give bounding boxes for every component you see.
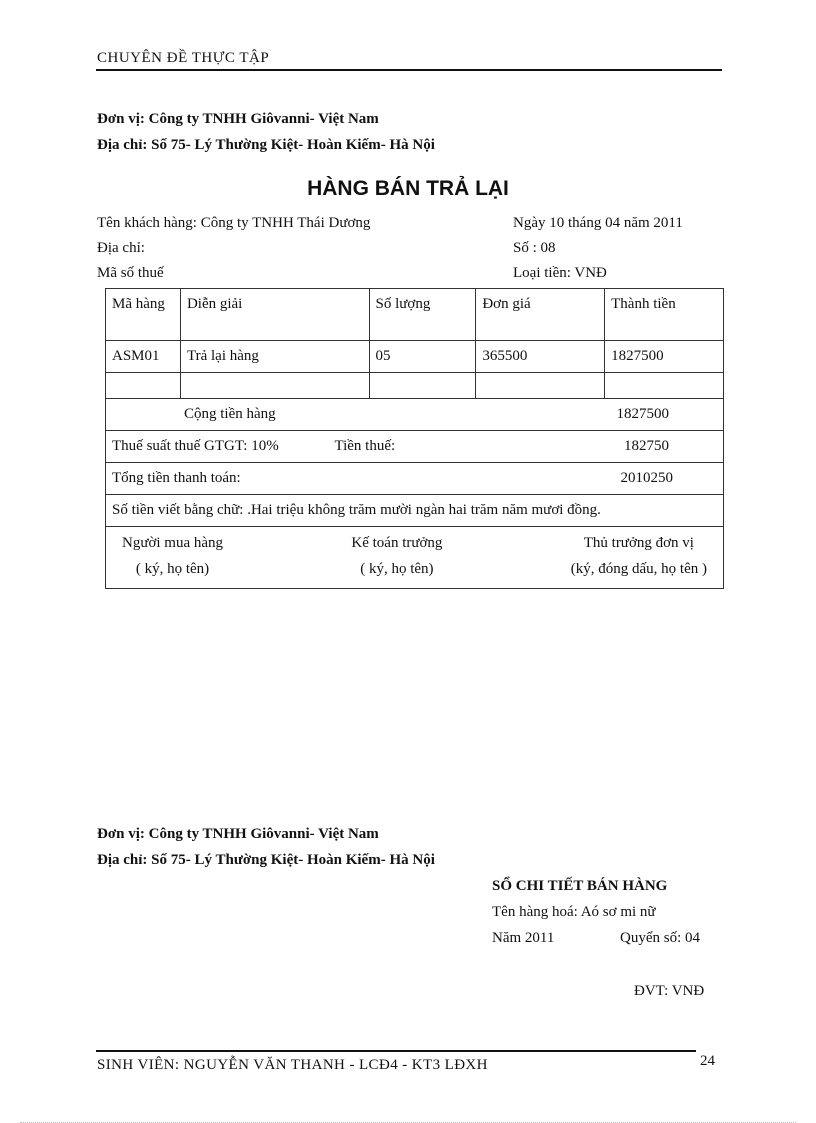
cell-amount: 1827500 [605, 341, 724, 373]
col-header-description: Diễn giải [180, 289, 369, 341]
table-row-empty [106, 373, 724, 399]
total-label: Tổng tiền thanh toán: [112, 470, 241, 486]
unit-name: Đơn vị: Công ty TNHH Giôvanni- Việt Nam [97, 111, 379, 127]
signature-director: Thủ trưởng đơn vị (ký, đóng dấu, họ tên ) [570, 535, 707, 577]
amount-in-words: Số tiền viết bằng chữ: .Hai triệu không trăm mười ngàn hai trăm năm mươi đồng. [106, 495, 724, 527]
table-row [106, 341, 724, 373]
invoice-number: Số : 08 [513, 240, 556, 256]
invoice-date: Ngày 10 tháng 04 năm 2011 [513, 215, 683, 231]
footer-rule [96, 1050, 696, 1052]
document-title: HÀNG BÁN TRẢ LẠI [307, 177, 509, 200]
running-header: CHUYÊN ĐỀ THỰC TẬP [97, 50, 270, 66]
cell-code: ASM01 [106, 341, 181, 373]
col-header-unit-price: Đơn giá [476, 289, 605, 341]
header-rule [96, 69, 722, 71]
total-row [106, 463, 724, 495]
subtotal-value: 1827500 [616, 406, 669, 422]
table-header-row [106, 289, 724, 341]
ledger-year: Năm 2011 [492, 930, 555, 946]
ledger-unit: ĐVT: VNĐ [634, 983, 705, 999]
vat-rate-label: Thuế suất thuế GTGT: 10% [112, 438, 279, 454]
total-value: 2010250 [620, 470, 673, 486]
page-number: 24 [700, 1053, 715, 1069]
customer-address: Địa chỉ: [97, 240, 145, 256]
tax-code: Mã số thuế [97, 265, 164, 281]
col-header-quantity: Số lượng [369, 289, 476, 341]
signature-row [106, 527, 724, 589]
signature-chief-accountant: Kế toán trưởng ( ký, họ tên) [351, 535, 443, 577]
signature-buyer: Người mua hàng ( ký, họ tên) [122, 535, 224, 577]
col-header-code: Mã hàng [106, 289, 181, 341]
unit-address-2: Địa chỉ: Số 75- Lý Thường Kiệt- Hoàn Kiếm- Hà Nội [97, 852, 435, 868]
vat-value: 182750 [624, 438, 669, 454]
ledger-book: Quyển số: 04 [620, 930, 700, 946]
vat-label: Tiền thuế: [334, 438, 396, 454]
cell-description: Trả lại hàng [180, 341, 369, 373]
unit-address: Địa chỉ: Số 75- Lý Thường Kiệt- Hoàn Kiếm- Hà Nội [97, 137, 435, 153]
footer-student: SINH VIÊN: NGUYỄN VĂN THANH - LCĐ4 - KT3 LĐXH [97, 1057, 488, 1073]
currency: Loại tiền: VNĐ [513, 265, 607, 281]
ledger-title: SỔ CHI TIẾT BÁN HÀNG [492, 878, 668, 894]
cell-unit-price: 365500 [476, 341, 605, 373]
cell-quantity: 05 [369, 341, 476, 373]
subtotal-label: Cộng tiền hàng [184, 406, 276, 422]
return-goods-table [105, 288, 724, 589]
customer-name: Tên khách hàng: Công ty TNHH Thái Dương [97, 215, 371, 231]
vat-row [106, 431, 724, 463]
unit-name-2: Đơn vị: Công ty TNHH Giôvanni- Việt Nam [97, 826, 379, 842]
col-header-amount: Thành tiền [605, 289, 724, 341]
amount-in-words-row [106, 495, 724, 527]
ledger-product: Tên hàng hoá: Aó sơ mi nữ [492, 904, 656, 920]
subtotal-row [106, 399, 724, 431]
